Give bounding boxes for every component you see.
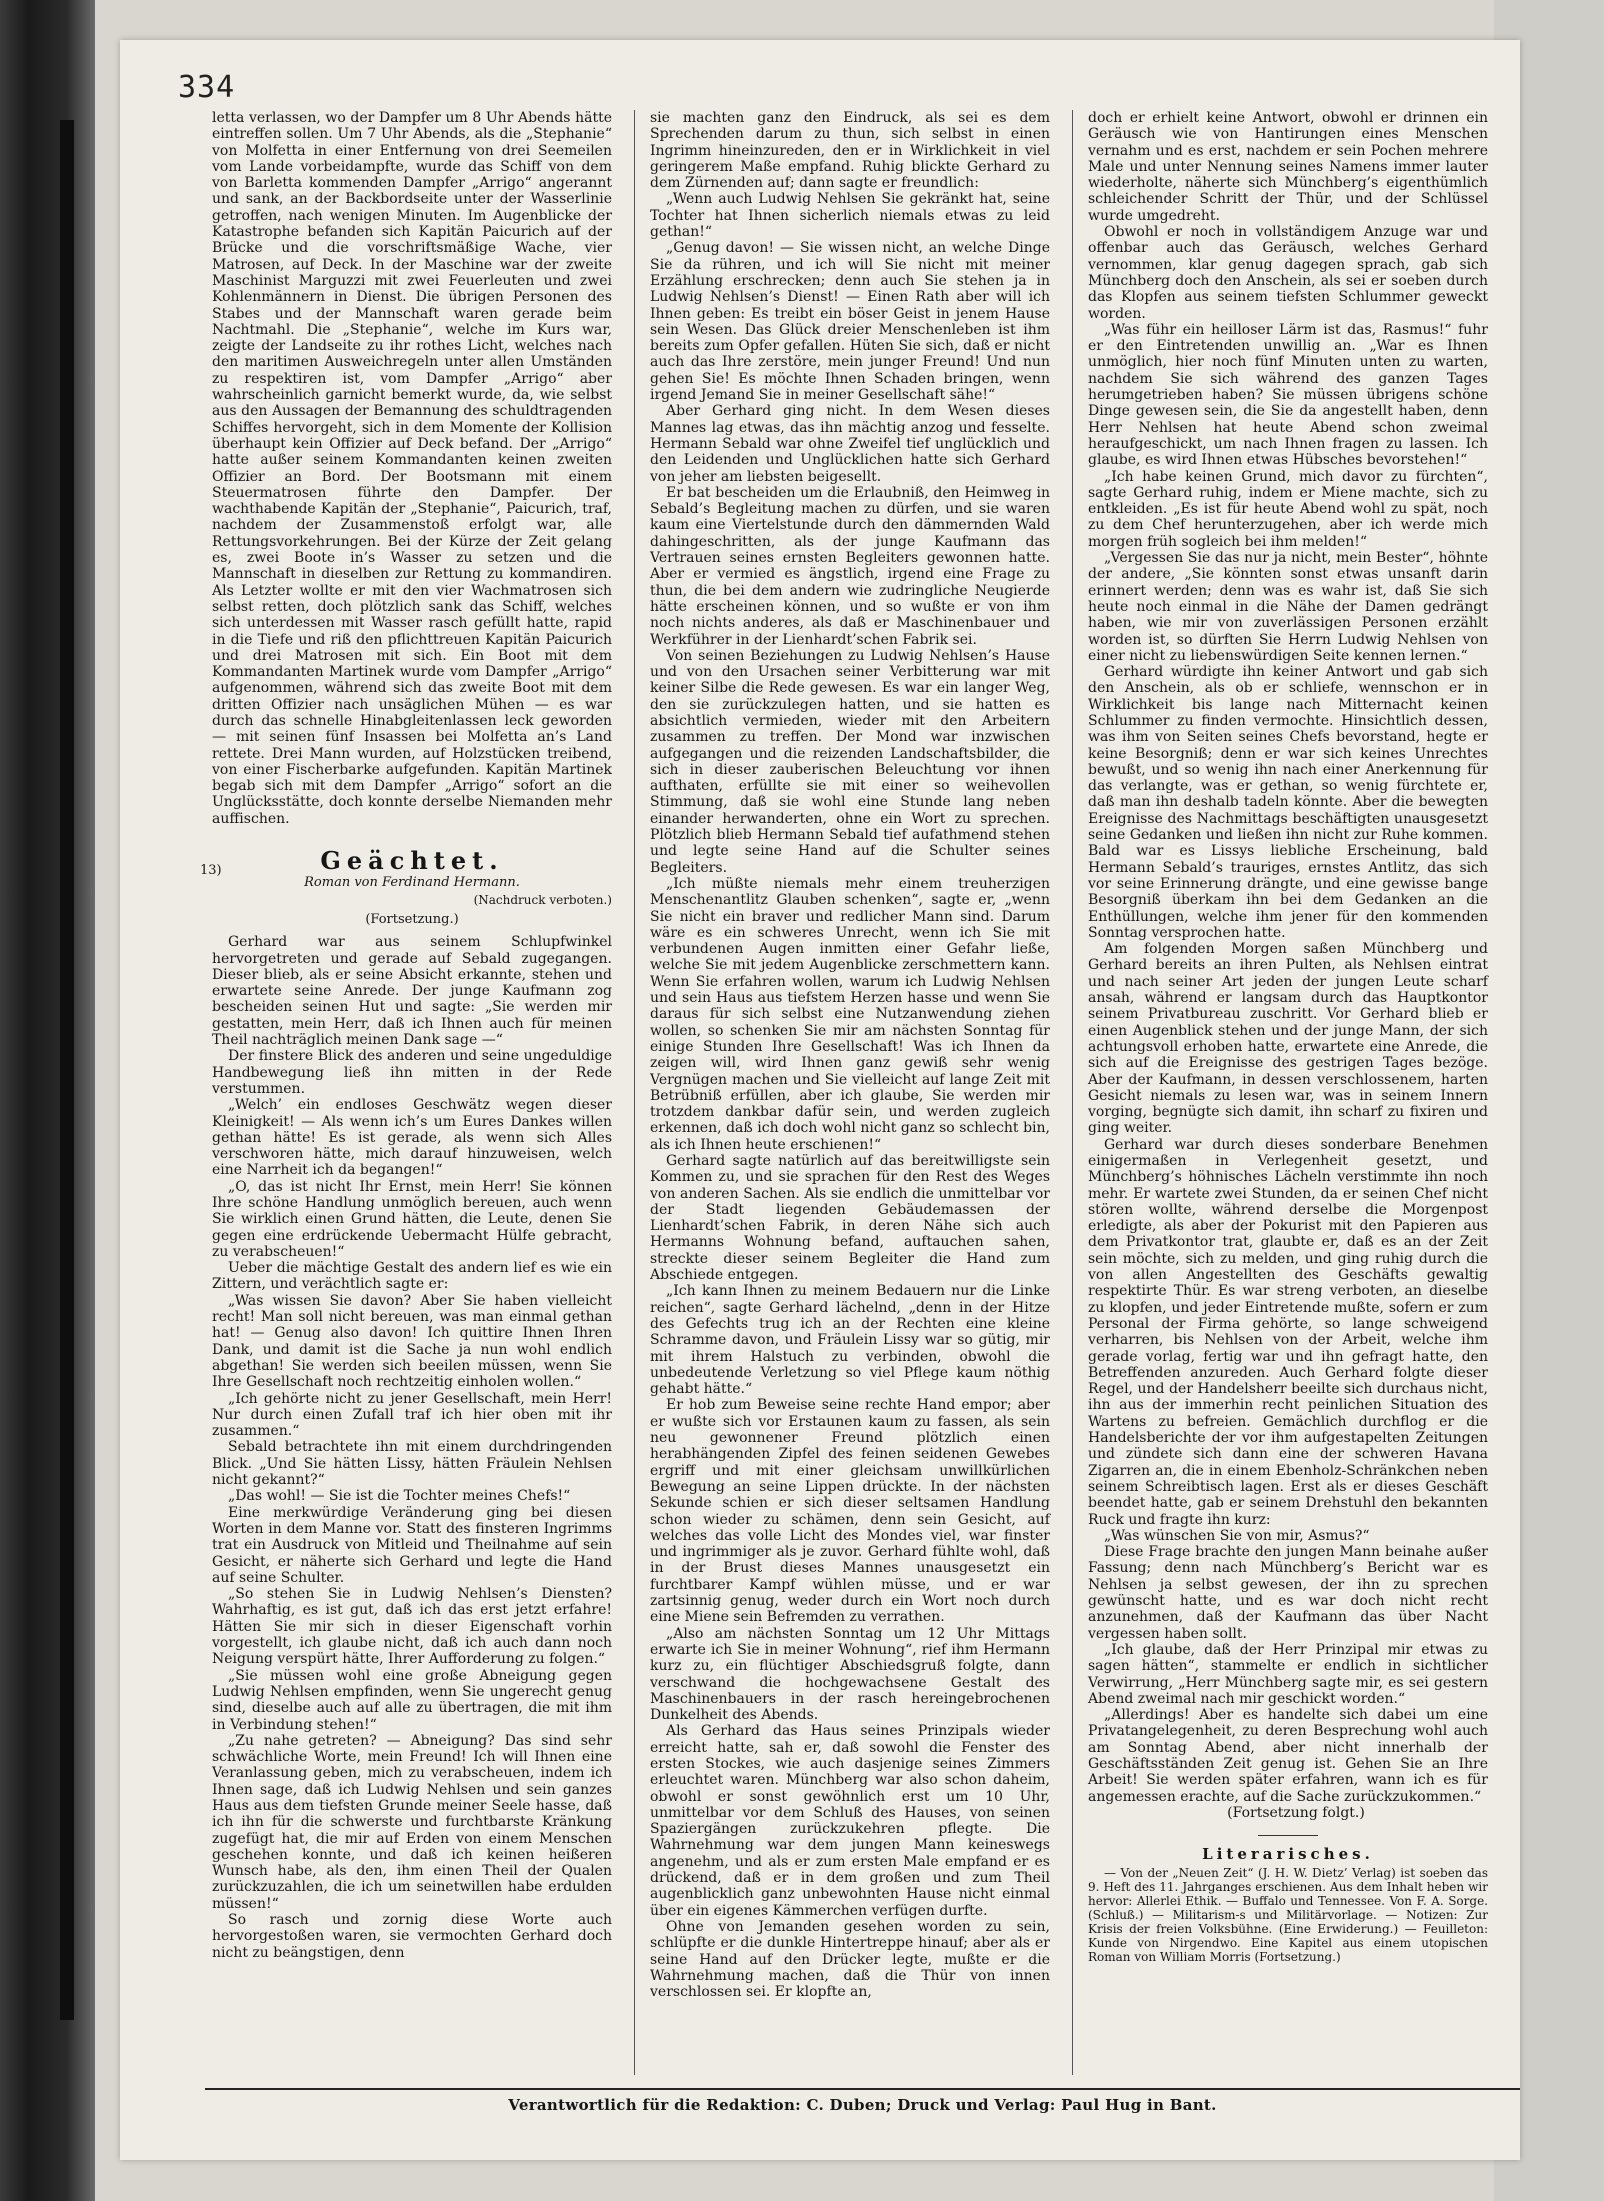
story-paragraph: „Zu nahe getreten? — Abneigung? Das sind sehr schwächliche Worte, mein Freund! Ich will Ihnen eine Veranlassung geben, mich zu verabscheuen, indem ich Ihnen sage, daß ich Ludwig Nehlsen und sein ganzes Haus aus dem tiefsten Grunde meiner Seele hasse, daß ich ihn für die schwerste und furchtbarste Kränkung zugefügt hat, die mir auf Erden von einem Menschen geschehen konnte, und daß ich keinen heißeren Wunsch habe, als den, ihm einen Theil der Qualen zurückzuzahlen, die ich um seinetwillen habe erdulden müssen!“ — [212, 1732, 612, 1912]
story-paragraph: Gerhard würdigte ihn keiner Antwort und gab sich den Anschein, als ob er schliefe, wennschon er in Wirklichkeit bis lange nach Mitternacht keinen Schlummer zu finden vermochte. Hinsichtlich dessen, was ihm von Seiten seines Chefs bevorstand, hegte er keine Besorgniß; denn er war sich keines Unrechtes bewußt, und so wenig ihn nach einer Anerkennung für das verlangte, was er gethan, so wenig fürchtete er, daß man ihn deshalb tadeln könnte. Aber die bewegten Ereignisse des Nachmittags beschäftigten unausgesetzt seine Gedanken und ließen ihn nicht zur Ruhe kommen. Bald war es Lissys liebliche Erscheinung, bald Hermann Sebald’s trauriges, ernstes Antlitz, das sich vor seine Erinnerung drängte, und eine gewisse bange Besorgniß überkam ihn bei dem Gedanken an die Enthüllungen, welche ihm jener für den kommenden Sonntag versprochen hatte. — [1088, 664, 1488, 941]
continuation-note: (Fortsetzung folgt.) — [1227, 1804, 1365, 1821]
section-divider — [1258, 1835, 1318, 1836]
story-paragraph: Als Gerhard das Haus seines Prinzipals wieder erreicht hatte, sah er, daß sowohl die Fenster des ersten Stockes, wie auch dasjenige seines Zimmers erleuchtet waren. Münchberg war also schon daheim, obwohl er sonst gewöhnlich erst um 10 Uhr, unmittelbar vor dem Schluß des Hauses, von seinen Spaziergängen zurückzukehren pflegte. Die Wahrnehmung war dem jungen Mann keineswegs angenehm, und als er zum ersten Male empfand er es drückend, daß er in dem großen und zum Theil augenblicklich ganz unbewohnten Hause nicht einmal über ein eigenes Kämmerchen verfügen durfte. — [650, 1723, 1050, 1919]
column-divider — [1072, 110, 1073, 2075]
story-paragraph: Diese Frage brachte den jungen Mann beinahe außer Fassung; denn nach Münchberg’s Bericht war es Nehlsen ja selbst gewesen, der ihn zu sprechen gewünscht hatte, und es war doch nicht recht anzunehmen, daß der Kaufmann das über Nacht vergessen haben sollt. — [1088, 1544, 1488, 1642]
story-paragraph: doch er erhielt keine Antwort, obwohl er drinnen ein Geräusch wie von Hantirungen eines Menschen vernahm und es erst, nachdem er sein Pochen mehrere Male und unter Nennung seines Namens immer lauter wiederholte, näherte sich Münchberg’s eigenthümlich schleichender Schritt der Thür, und der Schlüssel wurde umgedreht. — [1088, 110, 1488, 224]
story-paragraph: Gerhard war aus seinem Schlupfwinkel hervorgetreten und gerade auf Sebald zugegangen. Dieser blieb, als er seine Absicht erkannte, stehen und erwartete seine Anrede. Der junge Kaufmann zog bescheiden seinen Hut und sagte: „Sie werden mir gestatten, mein Herr, daß ich Ihnen auch für meinen Theil nachträglich meinen Dank sage —“ — [212, 934, 612, 1049]
page-number: 334 — [178, 70, 236, 105]
story-paragraph: „Vergessen Sie das nur ja nicht, mein Bester“, höhnte der andere, „Sie könnten sonst etwas unsanft darin erinnert werden; denn was es wahr ist, daß Sie sich heute noch einmal in die Nähe der Damen gedrängt haben, wie mir von zuverlässigen Personen erzählt worden ist, so dürften Sie Herrn Ludwig Nehlsen von einer nicht zu liebenswürdigen Seite kennen lernen.“ — [1088, 550, 1488, 664]
serial-story — [212, 934, 612, 1961]
story-paragraph: Ohne von Jemanden gesehen worden zu sein, schlüpfte er die dunkle Hintertreppe hinauf; aber als er seine Hand auf den Drücker legte, mußte er die Wahrnehmung machen, daß die Thür von innen verschlossen sei. Er klopfte an, — [650, 1918, 1050, 2001]
story-paragraph: „Welch’ ein endloses Geschwätz wegen dieser Kleinigkeit! — Als wenn ich’s um Eures Dankes willen gethan hätte! Es ist gerade, als wenn sich Alles verschworen hätte, mich darauf hinzuweisen, welch eine Narrheit ich da begangen!“ — [212, 1097, 612, 1179]
news-report — [212, 110, 612, 827]
literary-heading: Literarisches. — [1202, 1845, 1374, 1864]
serial-subtitle: Roman von Ferdinand Hermann. — [304, 875, 520, 891]
story-paragraph: „Genug davon! — Sie wissen nicht, an welche Dinge Sie da rühren, und ich will Sie nicht mit meiner Erzählung erschrecken; denn auch Sie stehen ja in Ludwig Nehlsen’s Dienst! — Einen Rath aber will ich Ihnen geben: Es treibt ein böser Geist in jenem Hause sein Wesen. Das Glück dreier Menschenleben ist ihm bereits zum Opfer gefallen. Hüten Sie sich, daß er nicht auch das Ihre zerstöre, mein junger Freund! Und nun gehen Sie! Es möchte Ihnen Schaden bringen, wenn irgend Jemand Sie in meiner Gesellschaft sähe!“ — [650, 240, 1050, 404]
story-paragraph: Aber Gerhard ging nicht. In dem Wesen dieses Mannes lag etwas, das ihn mächtig anzog und fesselte. Hermann Sebald war ohne Zweifel tief unglücklich und den Leidenden und Unglücklichen hatte sich Gerhard von jeher am liebsten beigesellt. — [650, 403, 1050, 485]
story-paragraph: „O, das ist nicht Ihr Ernst, mein Herr! Sie können Ihre schöne Handlung unmöglich bereuen, auch wenn Sie wirklich einen Grund hätten, die Leute, denen Sie gegen eine erdrückende Uebermacht Hülfe gebracht, zu verabscheuen!“ — [212, 1178, 612, 1260]
literary-notice: — Von der „Neuen Zeit“ (J. H. W. Dietz’ Verlag) ist soeben das 9. Heft des 11. Jahrganges erschienen. Aus dem Inhalt heben wir hervor: Allerlei Ethik. — Buffalo und Tennessee. Von F. A. Sorge. (Schluß.) — Militarism-s und Militärvorlage. — Notizen: Zur Krisis der freien Volksbühne. (Eine Erwiderung.) — Feuilleton: Kunde von Nirgendwo. Eine Kapitel aus einem utopischen Roman von William Morris (Fortsetzung.) — [1088, 1866, 1488, 1965]
story-paragraph: sie machten ganz den Eindruck, als sei es dem Sprechenden darum zu thun, sich selbst in einen Ingrimm hineinzureden, den er in Wirklichkeit in viel geringerem Maße empfand. Ruhig blickte Gerhard zu dem Zürnenden auf; dann sagte er freundlich: — [650, 110, 1050, 192]
serial-title: Geächtet. — [320, 846, 504, 876]
story-paragraph: „So stehen Sie in Ludwig Nehlsen’s Diensten? Wahrhaftig, es ist gut, daß ich das erst jetzt erfahre! Hätten Sie mir sich in dieser Eigenschaft vorhin vorgestellt, ich glaube nicht, daß ich auch dann noch Neigung verspürt hätte, Ihrer Aufforderung zu folgen.“ — [212, 1586, 612, 1668]
story-paragraph: „Ich glaube, daß der Herr Prinzipal mir etwas zu sagen hätten“, stammelte er endlich in sichtlicher Verwirrung, „Herr Münchberg sagte mir, es sei gestern Abend zweimal nach mir geschickt worden.“ — [1088, 1641, 1488, 1707]
story-paragraph: Er bat bescheiden um die Erlaubniß, den Heimweg in Sebald’s Begleitung machen zu dürfen, und sie waren kaum eine Viertelstunde durch den dämmernden Wald dahingeschritten, als der junge Kaufmann das Vertrauen seines ernsten Begleiters gewonnen hatte. Aber er vermied es ängstlich, irgend eine Frage zu thun, die bei dem andern wie zudringliche Neugierde hätte erscheinen können, und so wußte er von ihm noch nichts anderes, als daß er Maschinenbauer und Werkführer in der Lienhardt’schen Fabrik sei. — [650, 484, 1050, 648]
story-paragraph: Gerhard war durch dieses sonderbare Benehmen einigermaßen in Verlegenheit gesetzt, und Münchberg’s höhnisches Lächeln verstimmte ihn noch mehr. Er wartete zwei Stunden, da er seinen Chef nicht stören wollte, während derselbe die Morgenpost erledigte, als aber der Pokurist mit den Papieren aus dem Privatkontor trat, glaubte er, daß es an der Zeit sein möchte, sich zu melden, und ging ruhig durch die von allen Angestellten des Geschäfts gewaltig respektirte Thür. Es war streng verboten, an dieselbe zu klopfen, und jeder Eintretende mußte, sofern er zum Personal der Firma gehörte, so lange schweigend verharren, bis Nehlsen von der Arbeit, welche ihm gerade vorlag, fertig war und ihn gefragt hatte, den Betreffenden anzureden. Auch Gerhard folgte dieser Regel, und der Handelsherr beeilte sich durchaus nicht, ihn aus der immerhin recht peinlichen Situation des Wartens zu befreien. Gemächlich durchflog er die Handelsberichte der vor ihm aufgestapelten Zeitungen und zündete sich dann eine der schweren Havana Zigarren an, die in einem Ebenholz-Schränkchen neben seinem Schreibtisch lagen. Erst als er dieses Geschäft beendet hatte, gab er seinem Drehstuhl den bekannten Ruck und fragte ihn kurz: — [1088, 1136, 1488, 1528]
story-paragraph: „Was wissen Sie davon? Aber Sie haben vielleicht recht! Man soll nicht bereuen, was man einmal gethan hat! — Genug also davon! Ich quittire Ihnen Ihren Dank, und damit ist die Sache ja nun wohl endlich abgethan! Sie werden sich beeilen müssen, wenn Sie Ihre Gesellschaft noch rechtzeitig einholen wollen.“ — [212, 1292, 612, 1391]
column-1 — [200, 110, 612, 2085]
column-divider — [634, 110, 635, 2075]
story-paragraph: „Ich kann Ihnen zu meinem Bedauern nur die Linke reichen“, sagte Gerhard lächelnd, „denn in der Hitze des Gefechts trug ich an der Rechten eine kleine Schramme davon, und Fräulein Lissy war so gütig, mir mit ihrem Halstuch zu verbinden, obwohl die unbedeutende Verletzung so viel Pflege kaum nöthig gehabt hätte.“ — [650, 1283, 1050, 1398]
binding-edge — [60, 120, 74, 2020]
column-2 — [650, 110, 1050, 2085]
story-paragraph: Obwohl er noch in vollständigem Anzuge war und offenbar auch das Geräusch, welches Gerhard vernommen, klar genug dagegen sprach, gab sich Münchberg doch den Anschein, als sei er soeben durch das Klopfen aus seinem tiefsten Schlummer geweckt worden. — [1088, 224, 1488, 322]
imprint-footer: Verantwortlich für die Redaktion: C. Duben; Druck und Verlag: Paul Hug in Bant. — [508, 2096, 1217, 2114]
story-paragraph: Der finstere Blick des anderen und seine ungeduldige Handbewegung ließ ihn mitten in der Rede verstummen. — [212, 1048, 612, 1097]
story-paragraph: Gerhard sagte natürlich auf das bereitwilligste sein Kommen zu, und sie sprachen für den Rest des Weges von anderen Sachen. Als sie endlich die unmittelbar vor der Stadt liegenden Gebäudemassen der Lienhardt’schen Fabrik, in deren Nähe sich auch Hermanns Wohnung befand, auftauchen sahen, streckte dieser seinem Begleiter die Hand zum Abschiede entgegen. — [650, 1153, 1050, 1284]
story-paragraph: „Sie müssen wohl eine große Abneigung gegen Ludwig Nehlsen empfinden, wenn Sie ungerecht genug sind, dieselbe auch auf alle zu übertragen, die mit ihm in Verbindung stehen!“ — [212, 1667, 612, 1733]
story-paragraph: Er hob zum Beweise seine rechte Hand empor; aber er wußte sich vor Erstaunen kaum zu fassen, als sein neu gewonnener Freund plötzlich einen herabhängenden Zipfel des feinen seidenen Gewebes ergriff und mit einer gleichsam unwillkürlichen Bewegung an seine Lippen drückte. In der nächsten Sekunde schien er sich dieser seltsamen Handlung schon wieder zu schämen, denn sein Gesicht, auf welches das volle Licht des Mondes viel, war finster und ingrimmiger als je zuvor. Gerhard fühlte wohl, daß in der Brust dieses Mannes unausgesetzt ein furchtbarer Kampf wühlen müsse, und er war zartsinnig genug, weder durch ein Wort noch durch eine Miene sein Befremden zu verrathen. — [650, 1397, 1050, 1626]
story-paragraph: Ueber die mächtige Gestalt des andern lief es wie ein Zittern, und verächtlich sagte er: — [212, 1260, 612, 1293]
story-paragraph: „Ich habe keinen Grund, mich davor zu fürchten“, sagte Gerhard ruhig, indem er Miene machte, sich zu entkleiden. „Es ist für heute Abend wohl zu spät, noch zu dem Chef herunterzugehen, aber ich werde mich morgen früh sogleich bei ihm melden!“ — [1088, 468, 1488, 550]
story-paragraph: „Was wünschen Sie von mir, Asmus?“ — [1104, 1527, 1370, 1544]
story-paragraph: Am folgenden Morgen saßen Münchberg und Gerhard bereits an ihren Pulten, als Nehlsen eintrat und nach seiner Art jeden der jungen Leute scharf ansah, während er langsam durch das Hauptkontor seinem Privatbureau zuschritt. Vor Gerhard blieb er einen Augenblick stehen und der junge Mann, der sich achtungsvoll erhoben hatte, erwartete eine Anrede, die sich auf die Ereignisse des gestrigen Tages bezöge. Aber der Kaufmann, in dessen verschlossenem, harten Gesicht niemals zu lesen war, was in seinem Innern vorging, begnügte sich damit, ihn scharf zu fixiren und ging weiter. — [1088, 941, 1488, 1137]
story-paragraph: Eine merkwürdige Veränderung ging bei diesen Worten in dem Manne vor. Statt des finsteren Ingrimms trat ein Ausdruck von Mitleid und Theilnahme auf sein Gesicht, er näherte sich Gerhard und legte die Hand auf seine Schulter. — [212, 1504, 612, 1586]
story-paragraph: Sebald betrachtete ihn mit einem durchdringenden Blick. „Und Sie hätten Lissy, hätten Fräulein Nehlsen nicht gekannt?“ — [212, 1439, 612, 1489]
serial-continuation: (Fortsetzung.) — [365, 911, 459, 927]
column-3 — [1088, 110, 1488, 2085]
story-paragraph: „Allerdings! Aber es handelte sich dabei um eine Privatangelegenheit, zu deren Besprechung wohl auch am Sonntag Abend, aber nicht innerhalb der Geschäftsständen Zeit genug ist. Gehen Sie an Ihre Arbeit! Sie werden später erfahren, wann ich es für angemessen erachte, auf die Sache zurückzukommen.“ — [1088, 1707, 1488, 1805]
serial-header — [200, 846, 612, 928]
story-paragraph: „Was führ ein heilloser Lärm ist das, Rasmus!“ fuhr er den Eintretenden unwillig an. „War es Ihnen unmöglich, hier noch fünf Minuten unten zu warten, nachdem Sie sich während des ganzen Tages herumgetrieben haben? Sie müssen übrigens schöne Dinge gewesen sein, die Sie da angestellt haben, denn Herr Nehlsen hat heute Abend schon zweimal heraufgeschickt, um nach Ihnen fragen zu lassen. Ich glaube, es wird Ihnen etwas Hübsches bevorstehen!“ — [1088, 321, 1488, 469]
story-paragraph: „Wenn auch Ludwig Nehlsen Sie gekränkt hat, seine Tochter hat Ihnen sicherlich niemals etwas zu leid gethan!“ — [650, 191, 1050, 241]
serial-number: 13) — [200, 863, 222, 879]
news-paragraph: letta verlassen, wo der Dampfer um 8 Uhr Abends hätte eintreffen sollen. Um 7 Uhr Abends, als die „Stephanie“ von Molfetta in einer Entfernung von drei Seemeilen vom Lande vorbeidampfte, wurde das Schiff von dem von Barletta kommenden Dampfer „Arrigo“ angerannt und sank, an der Backbordseite unter der Wasserlinie getroffen, nach wenigen Minuten. Im Augenblicke der Katastrophe befanden sich Kapitän Paicurich auf der Brücke und die vorschriftsmäßige Wache, vier Matrosen, auf Deck. In der Maschine war der zweite Maschinist Marguzzi mit zwei Feuerleuten und zwei Kohlenmännern in Dienst. Die übrigen Personen des Stabes und der Mannschaft waren gerade beim Nachtmahl. Die „Stephanie“, welche im Kurs war, zeigte der Landseite zu ihr rothes Licht, welches nach den maritimen Ausweichregeln unter allen Umständen zu respektiren ist, vom Dampfer „Arrigo“ aber wahrscheinlich garnicht bemerkt wurde, da, wie selbst aus den Aussagen der Bemannung des schuldtragenden Schiffes hervorgeht, sich in dem Momente der Kollision überhaupt kein Offizier auf Deck befand. Der „Arrigo“ hatte außer seinem Kommandanten keinen zweiten Offizier an Bord. Der Bootsmann mit einem Steuermatrosen führte den Dampfer. Der wachthabende Kapitän der „Stephanie“, Paicurich, traf, nachdem der Zusammenstoß erfolgt war, alle Rettungsvorkehrungen. Bei der Kürze der Zeit gelang es, zwei Boote in’s Wasser zu setzen und die Mannschaft in dieselben zur Rettung zu kommandiren. Als Letzter wollte er mit den vier Wachmatrosen sich selbst retten, doch plötzlich sank das Schiff, welches sich unterdessen mit Wasser rasch gefüllt hatte, rapid in die Tiefe und riß den pflichttreuen Kapitän Paicurich und drei Matrosen mit sich. Ein Boot mit dem Kommandanten Martinek wurde vom Dampfer „Arrigo“ aufgenommen, während sich das zweite Boot mit dem dritten Offizier nach unsäglichen Mühen — es war durch das schnelle Hinabgleitenlassen leck geworden — mit seinen fünf Insassen bei Molfetta an’s Land rettete. Drei Mann wurden, auf Holzstücken treibend, von einer Fischerbarke aufgefunden. Kapitän Martinek begab sich mit dem Dampfer „Arrigo“ sofort an die Unglücksstätte, doch konnte derselbe Niemanden mehr auffischen. — [212, 110, 612, 827]
story-paragraph: „Das wohl! — Sie ist die Tochter meines Chefs!“ — [228, 1488, 571, 1505]
story-paragraph: „Also am nächsten Sonntag um 12 Uhr Mittags erwarte ich Sie in meiner Wohnung“, rief ihm Hermann kurz zu, ein flüchtiger Abschiedsgruß folgte, dann verschwand die hochgewachsene Gestalt des Maschinenbauers in der rasch hereingebrochenen Dunkelheit des Abends. — [650, 1625, 1050, 1724]
story-paragraph: So rasch und zornig diese Worte auch hervorgestoßen waren, sie vermochten Gerhard doch nicht zu beängstigen, denn — [212, 1912, 612, 1961]
story-paragraph: „Ich müßte niemals mehr einem treuherzigen Menschenantlitz Glauben schenken“, sagte er, „wenn Sie nicht ein braver und redlicher Mann sind. Darum wäre es ein schweres Unrecht, wenn ich Sie mit verbundenen Augen inmitten einer Gefahr ließe, welche Sie mit jedem Augenblicke zerschmettern kann. Wenn Sie erfahren wollen, warum ich Ludwig Nehlsen und sein Haus aus tiefstem Herzen hasse und wenn Sie daraus für sich selbst eine Nutzanwendung ziehen wollen, so schenken Sie mir am nächsten Sonntag für einige Stunden Ihre Gesellschaft! Was ich Ihnen da zeigen will, wird Ihnen ganz gewiß sehr wenig Vergnügen machen und Sie vielleicht auf lange Zeit mit Betrübniß erfüllen, aber ich glaube, Sie werden mir trotzdem dankbar dafür sein, und werden zugleich erkennen, daß ich doch wohl nicht ganz so schlecht bin, als ich Ihnen heute erschienen!“ — [650, 875, 1050, 1153]
footer-divider — [205, 2088, 1520, 2090]
story-paragraph: „Ich gehörte nicht zu jener Gesellschaft, mein Herr! Nur durch einen Zufall traf ich hier oben mit ihr zusammen.“ — [212, 1390, 612, 1440]
binding-strip — [0, 0, 95, 2201]
story-paragraph: Von seinen Beziehungen zu Ludwig Nehlsen’s Hause und von den Ursachen seiner Verbitterung war mit keiner Silbe die Rede gewesen. Es war ein langer Weg, den sie zurückzulegen hatten, und sie hatten es absichtlich vermieden, wieder mit den Arbeitern zusammen zu treffen. Der Mond war inzwischen aufgegangen und die reizenden Landschaftsbilder, die sich in dieser zauberischen Beleuchtung vor ihnen aufthaten, erfüllte sie mit einer so weihevollen Stimmung, daß sie wohl eine Stunde lang neben einander herwanderten, ohne ein Wort zu sprechen. Plötzlich blieb Hermann Sebald tief aufathmend stehen und legte seine Hand auf die Schulter seines Begleiters. — [650, 647, 1050, 876]
serial-rights: (Nachdruck verboten.) — [473, 892, 612, 907]
